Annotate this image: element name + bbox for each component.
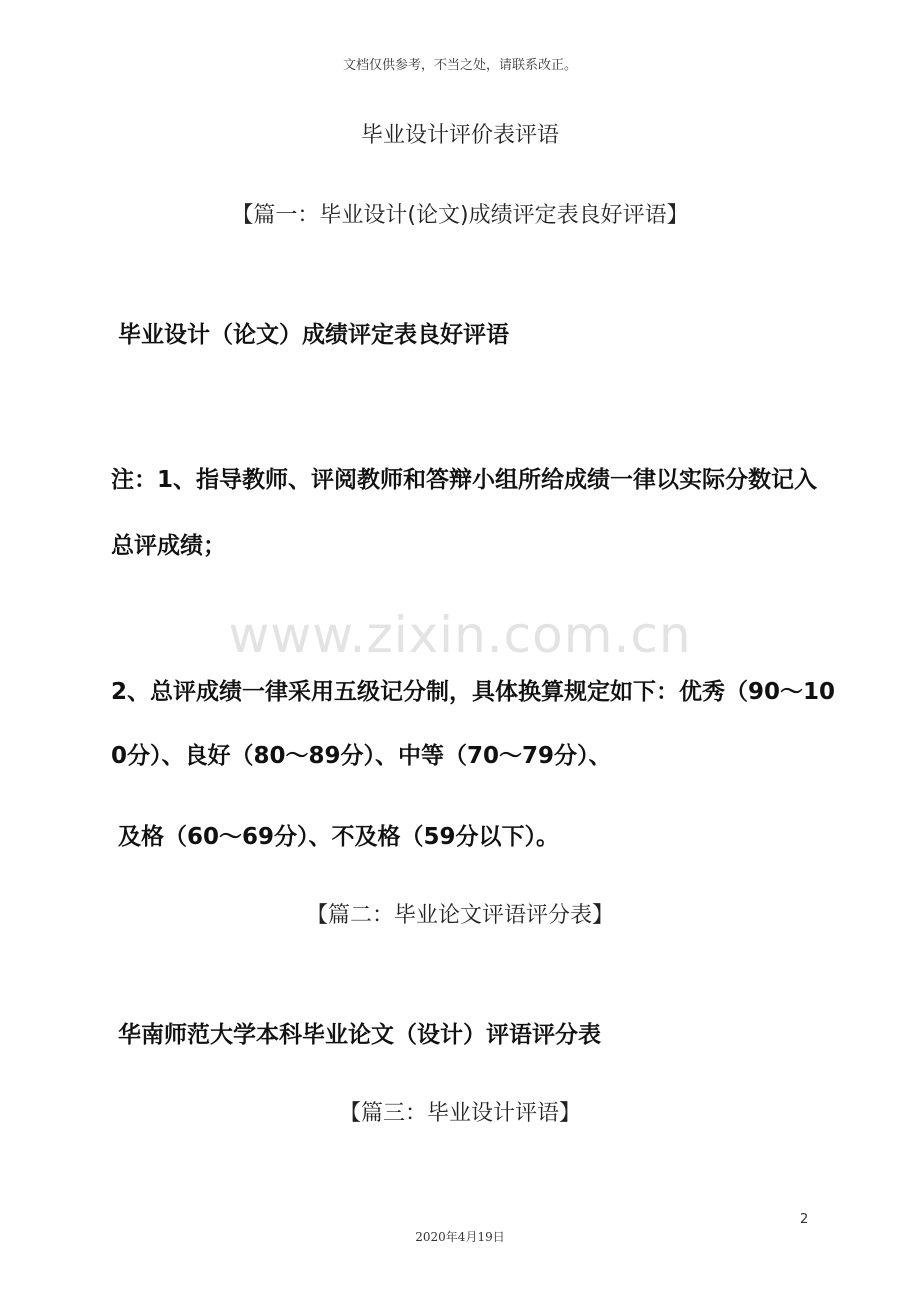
document-title: 毕业设计评价表评语 [360, 123, 559, 148]
rule-line-2: 0分）、良好（80～89分）、中等（70～79分）、 [111, 743, 612, 769]
footer-date: 2020年4月19日 [415, 1230, 505, 1244]
section3-heading: 【篇三：毕业设计评语】 [338, 1101, 581, 1126]
header-note: 文档仅供参考，不当之处，请联系改正。 [342, 58, 577, 73]
section1-subtitle: 毕业设计（论文）成绩评定表良好评语 [118, 322, 509, 348]
rule-line-3: 及格（60～69分）、不及格（59分以下）。 [118, 824, 560, 850]
rule-line-1: 2、总评成绩一律采用五级记分制，具体换算规定如下：优秀（90～10 [111, 679, 836, 705]
section1-heading: 【篇一：毕业设计(论文)成绩评定表良好评语】 [231, 203, 689, 228]
section2-subtitle: 华南师范大学本科毕业论文（设计）评语评分表 [118, 1022, 601, 1048]
watermark: www.zixin.com.cn [228, 606, 692, 664]
note-line-1: 注：1、指导教师、评阅教师和答辩小组所给成绩一律以实际分数记入 [111, 467, 818, 493]
note-line-2: 总评成绩； [111, 533, 226, 559]
page-number: 2 [800, 1212, 809, 1227]
section2-heading: 【篇二：毕业论文评语评分表】 [305, 903, 614, 928]
